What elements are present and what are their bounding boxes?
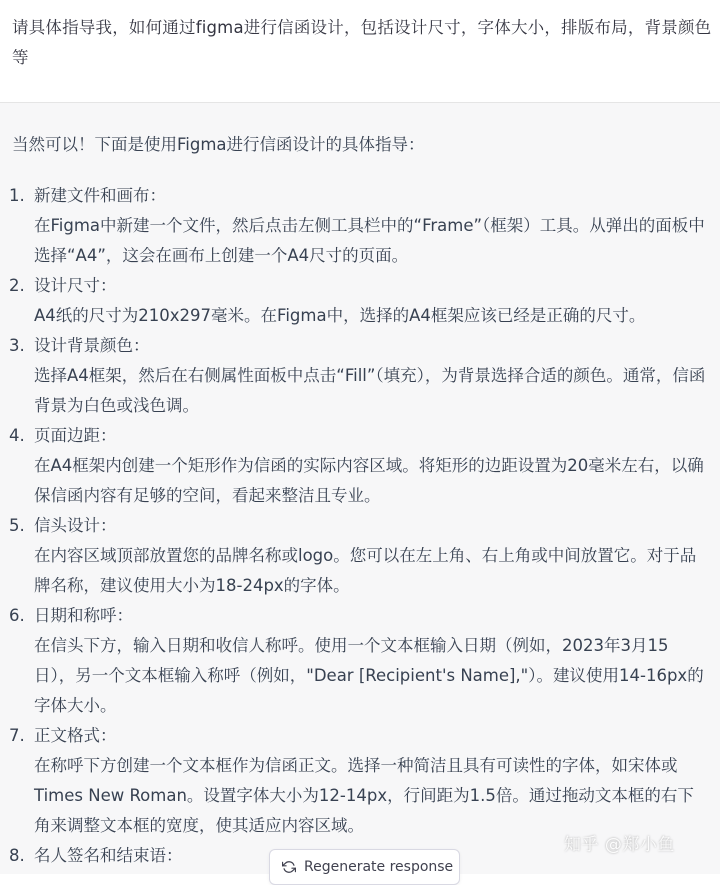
item-description: 在内容区域顶部放置您的品牌名称或logo。您可以在左上角、右上角或中间放置它。对于品牌名称，建议使用大小为18-24px的字体。 <box>34 546 697 595</box>
item-title: 新建文件和画布： <box>34 186 166 205</box>
item-title: 设计尺寸： <box>34 276 117 295</box>
item-number: 2. <box>9 276 25 295</box>
instruction-list <box>0 181 720 871</box>
item-title: 日期和称呼： <box>34 606 133 625</box>
item-title: 信头设计： <box>34 516 117 535</box>
list-item <box>0 721 720 841</box>
item-number: 6. <box>9 606 25 625</box>
item-title: 名人签名和结束语： <box>34 846 183 865</box>
item-description: 选择A4框架，然后在右侧属性面板中点击“Fill”（填充），为背景选择合适的颜色。通常，信函背景为白色或浅色调。 <box>34 366 706 415</box>
item-title: 页面边距： <box>34 426 117 445</box>
list-item <box>0 601 720 721</box>
item-description: 在A4框架内创建一个矩形作为信函的实际内容区域。将矩形的边距设置为20毫米左右，以确保信函内容有足够的空间，看起来整洁且专业。 <box>34 456 704 505</box>
assistant-message <box>0 103 720 874</box>
item-description: 在信头下方，输入日期和收信人称呼。使用一个文本框输入日期（例如，2023年3月15日），另一个文本框输入称呼（例如，"Dear [Recipient's Name],"）。建议使用14-16px的字体大小。 <box>34 636 704 715</box>
user-message-text: 请具体指导我，如何通过figma进行信函设计，包括设计尺寸，字体大小，排版布局，背景颜色等 <box>12 18 712 67</box>
item-number: 1. <box>9 186 25 205</box>
refresh-icon <box>282 860 296 874</box>
item-number: 8. <box>9 846 25 865</box>
item-description: 在称呼下方创建一个文本框作为信函正文。选择一种简洁且具有可读性的字体，如宋体或Times New Roman。设置字体大小为12-14px，行间距为1.5倍。通过拖动文本框的右下角来调整文本框的宽度，使其适应内容区域。 <box>34 756 694 835</box>
list-item <box>0 421 720 511</box>
item-description: A4纸的尺寸为210x297毫米。在Figma中，选择的A4框架应该已经是正确的尺寸。 <box>34 306 646 325</box>
user-message <box>0 0 720 103</box>
regenerate-response-button[interactable] <box>269 849 460 885</box>
watermark: 知乎 @郑小鱼 <box>564 835 675 855</box>
item-description: 在Figma中新建一个文件，然后点击左侧工具栏中的“Frame”（框架）工具。从弹出的面板中选择“A4”，这会在画布上创建一个A4尺寸的页面。 <box>34 216 705 265</box>
item-title: 正文格式： <box>34 726 117 745</box>
list-item <box>0 511 720 601</box>
item-number: 5. <box>9 516 25 535</box>
assistant-intro: 当然可以！下面是使用Figma进行信函设计的具体指导： <box>12 135 425 154</box>
regenerate-label: Regenerate response <box>304 859 454 875</box>
item-number: 3. <box>9 336 25 355</box>
item-title: 设计背景颜色： <box>34 336 150 355</box>
item-number: 7. <box>9 726 25 745</box>
list-item <box>0 271 720 331</box>
list-item <box>0 181 720 271</box>
list-item <box>0 331 720 421</box>
item-number: 4. <box>9 426 25 445</box>
